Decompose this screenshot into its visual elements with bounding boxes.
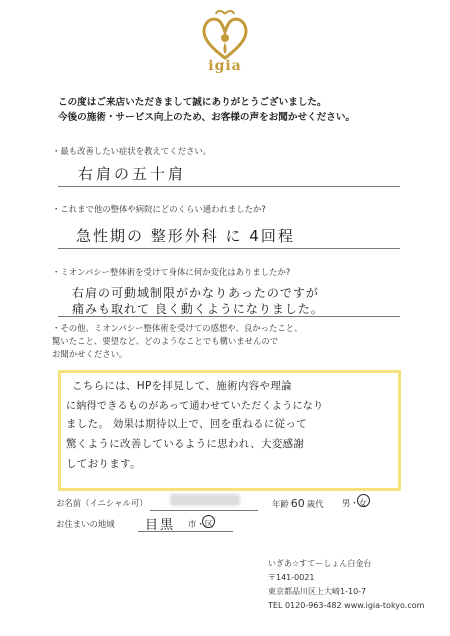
intro-line-1: この度はご来店いただきまして誠にありがとうございました。 [58,97,327,108]
question-1-label: ・最も改善したい症状を教えてください。 [52,146,212,156]
question-3-answer-line-1: 右肩の可動域制限がかなりあったのですが [72,286,319,300]
age-suffix: 歳代 [306,499,324,509]
question-2-label: ・これまで他の整体や病院にどのくらい通われましたか? [52,204,266,214]
comments-label-line-1: ・その他、ミオンパシー整体術を受けての感想や、良かったこと、 [52,323,303,333]
age-label [272,497,324,510]
age-value: 60 [290,497,305,510]
comments-label-line-3: お聞かせください。 [52,349,128,359]
question-2-answer: 急性期の 整形外科 に 4回程 [76,227,295,245]
intro-line-2: 今後の施術・サービス向上のため、お客様の声をお聞かせください。 [58,112,356,123]
comment-line-1: こちらには、HPを拝見して、施術内容や理論 [72,380,292,392]
comments-label-line-2: 驚いたこと、要望など、どのようなことでも構いませんので [52,336,279,346]
postal-code: 〒141-0021 [268,573,315,582]
name-underline [150,510,258,511]
question-1-underline [58,186,400,187]
brand-name: igia [208,58,242,74]
city-ward-options: 市・区 [188,519,214,529]
gender-options: 男・女 [342,498,368,508]
contact-tel-url: TEL 0120-963-482 www.igia-tokyo.com [268,601,425,610]
question-3-label: ・ミオンパシー整体術を受けて身体に何か変化はありましたか? [52,267,291,277]
gender-circle-mark [356,493,371,508]
question-3-underline [58,316,400,317]
residence-label: お住まいの地域 [56,519,115,529]
question-2-underline [58,248,400,249]
residence-underline [138,531,233,532]
age-prefix: 年齢 [272,499,289,509]
question-3-answer-line-2: 痛みも取れて 良く動くようになりました。 [72,302,324,316]
address: 東京都品川区上大崎1-10-7 [268,587,367,596]
shop-name: いぎあ☆すてーしょん白金台 [268,559,372,568]
ward-circle-mark [201,514,216,529]
name-label: お名前（イニシャル可） [56,498,148,508]
residence-value: 目黒 [145,518,176,533]
comment-line-5: しております。 [66,458,141,470]
comment-line-3: ました。 効果は期待以上で、回を重ねるに従って [66,418,308,430]
comment-line-4: 驚くように改善しているように思われ、大変感謝 [66,438,305,450]
name-redacted [170,494,240,506]
comment-line-2: に納得できるものがあって通わせていただくようになり [66,401,324,412]
heart-logo-icon [195,8,255,64]
question-1-answer: 右肩の五十肩 [78,165,187,183]
